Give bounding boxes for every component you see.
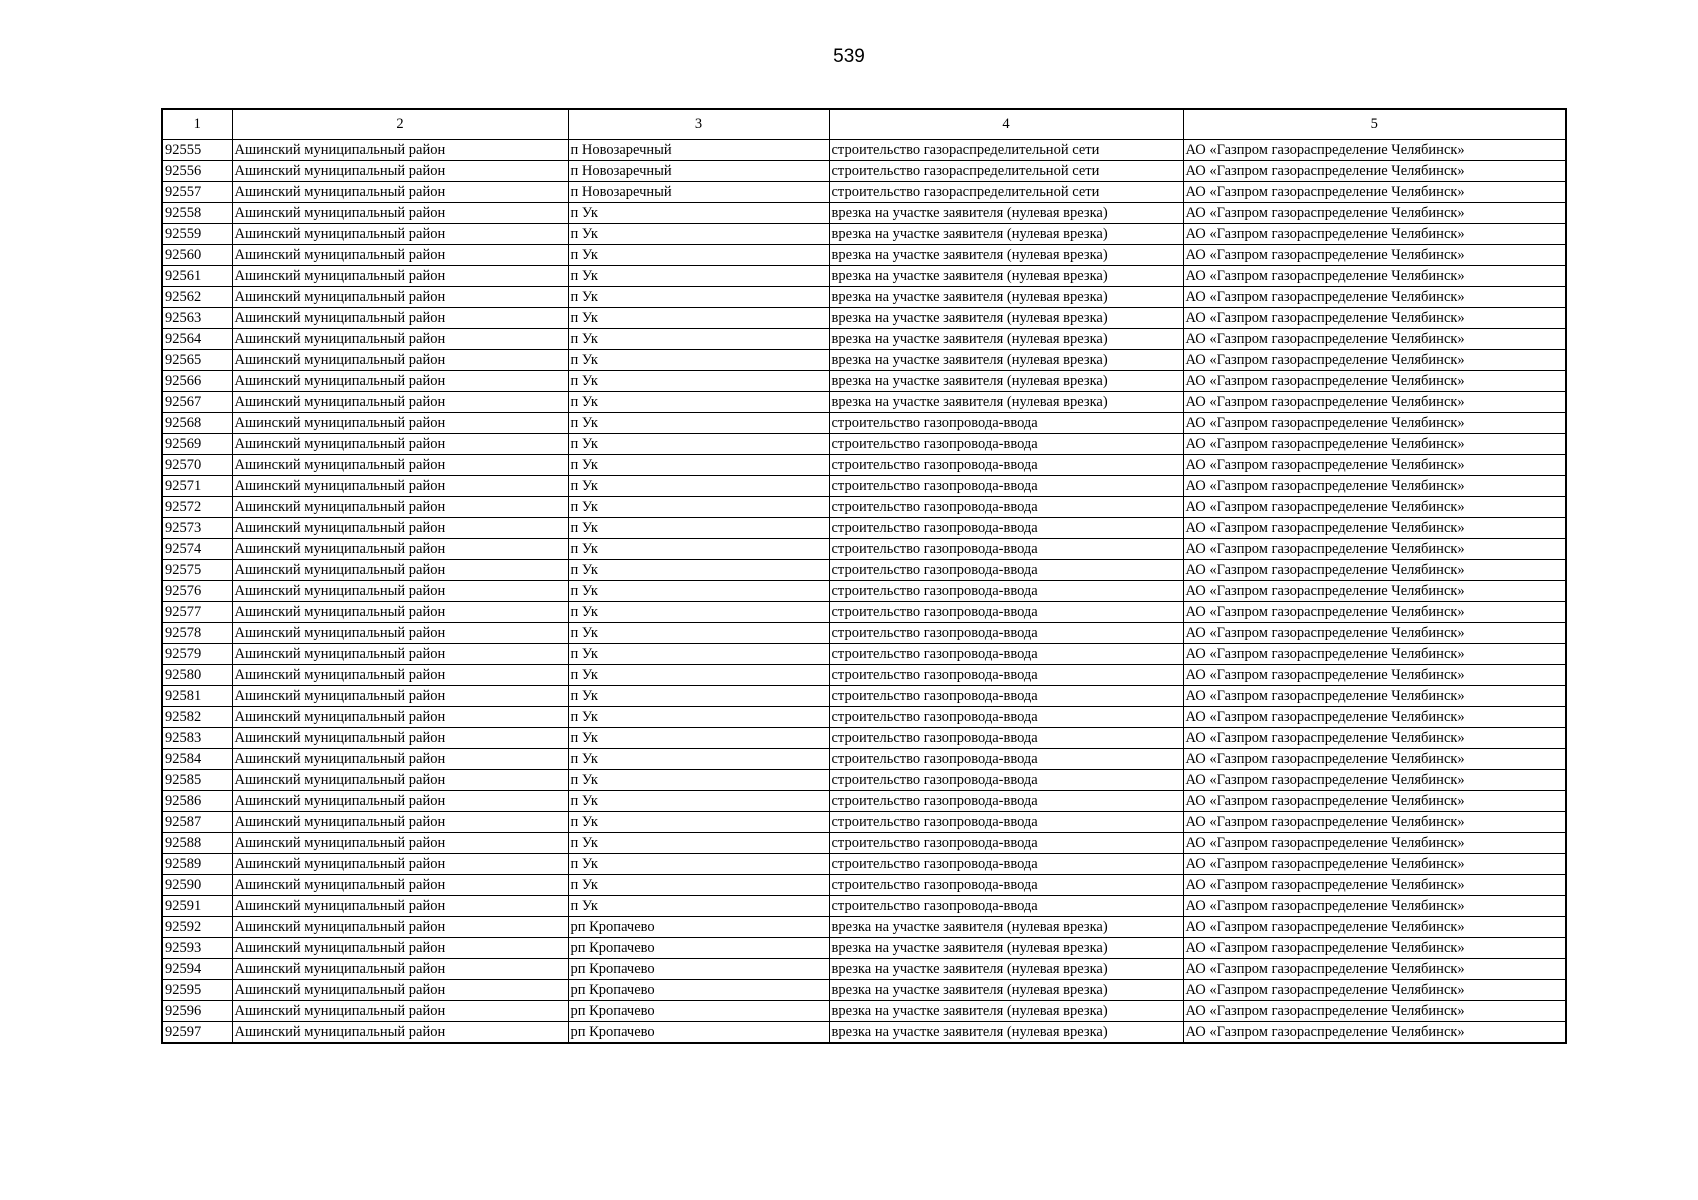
cell-work-type: врезка на участке заявителя (нулевая врезка): [829, 308, 1183, 329]
cell-number: 92593: [162, 938, 232, 959]
cell-organization: АО «Газпром газораспределение Челябинск»: [1183, 665, 1566, 686]
cell-district: Ашинский муниципальный район: [232, 140, 568, 161]
cell-work-type: врезка на участке заявителя (нулевая врезка): [829, 1001, 1183, 1022]
table-row: [162, 959, 1566, 980]
cell-number: 92581: [162, 686, 232, 707]
cell-number: 92595: [162, 980, 232, 1001]
cell-organization: АО «Газпром газораспределение Челябинск»: [1183, 959, 1566, 980]
table-row: [162, 896, 1566, 917]
cell-work-type: врезка на участке заявителя (нулевая врезка): [829, 392, 1183, 413]
cell-number: 92579: [162, 644, 232, 665]
cell-settlement: п Новозаречный: [568, 161, 829, 182]
cell-organization: АО «Газпром газораспределение Челябинск»: [1183, 329, 1566, 350]
cell-settlement: п Ук: [568, 350, 829, 371]
cell-work-type: строительство газораспределительной сети: [829, 161, 1183, 182]
cell-district: Ашинский муниципальный район: [232, 539, 568, 560]
cell-number: 92566: [162, 371, 232, 392]
cell-work-type: строительство газопровода-ввода: [829, 623, 1183, 644]
table-row: [162, 749, 1566, 770]
cell-work-type: строительство газопровода-ввода: [829, 707, 1183, 728]
cell-organization: АО «Газпром газораспределение Челябинск»: [1183, 560, 1566, 581]
cell-district: Ашинский муниципальный район: [232, 308, 568, 329]
cell-settlement: п Ук: [568, 497, 829, 518]
cell-number: 92583: [162, 728, 232, 749]
cell-work-type: строительство газораспределительной сети: [829, 182, 1183, 203]
cell-settlement: п Ук: [568, 371, 829, 392]
cell-number: 92568: [162, 413, 232, 434]
table-row: [162, 854, 1566, 875]
cell-district: Ашинский муниципальный район: [232, 392, 568, 413]
cell-number: 92560: [162, 245, 232, 266]
cell-organization: АО «Газпром газораспределение Челябинск»: [1183, 245, 1566, 266]
table-row: [162, 602, 1566, 623]
cell-settlement: п Ук: [568, 539, 829, 560]
table-row: [162, 182, 1566, 203]
cell-district: Ашинский муниципальный район: [232, 560, 568, 581]
cell-number: 92586: [162, 791, 232, 812]
cell-number: 92571: [162, 476, 232, 497]
cell-organization: АО «Газпром газораспределение Челябинск»: [1183, 749, 1566, 770]
cell-organization: АО «Газпром газораспределение Челябинск»: [1183, 602, 1566, 623]
cell-settlement: п Ук: [568, 224, 829, 245]
cell-organization: АО «Газпром газораспределение Челябинск»: [1183, 392, 1566, 413]
cell-number: 92585: [162, 770, 232, 791]
cell-organization: АО «Газпром газораспределение Челябинск»: [1183, 1022, 1566, 1044]
cell-district: Ашинский муниципальный район: [232, 203, 568, 224]
cell-work-type: строительство газопровода-ввода: [829, 581, 1183, 602]
cell-work-type: врезка на участке заявителя (нулевая врезка): [829, 1022, 1183, 1044]
table-row: [162, 1001, 1566, 1022]
table-row: [162, 770, 1566, 791]
cell-organization: АО «Газпром газораспределение Челябинск»: [1183, 917, 1566, 938]
table-row: [162, 938, 1566, 959]
cell-number: 92556: [162, 161, 232, 182]
column-header-number: 1: [162, 109, 232, 140]
cell-organization: АО «Газпром газораспределение Челябинск»: [1183, 518, 1566, 539]
cell-organization: АО «Газпром газораспределение Челябинск»: [1183, 791, 1566, 812]
column-header-district: 2: [232, 109, 568, 140]
header-row: [162, 109, 1566, 140]
cell-work-type: врезка на участке заявителя (нулевая врезка): [829, 224, 1183, 245]
cell-work-type: строительство газопровода-ввода: [829, 791, 1183, 812]
cell-district: Ашинский муниципальный район: [232, 896, 568, 917]
table-row: [162, 791, 1566, 812]
cell-organization: АО «Газпром газораспределение Челябинск»: [1183, 350, 1566, 371]
cell-organization: АО «Газпром газораспределение Челябинск»: [1183, 455, 1566, 476]
cell-number: 92588: [162, 833, 232, 854]
cell-district: Ашинский муниципальный район: [232, 644, 568, 665]
cell-district: Ашинский муниципальный район: [232, 770, 568, 791]
cell-district: Ашинский муниципальный район: [232, 266, 568, 287]
cell-number: 92584: [162, 749, 232, 770]
cell-number: 92564: [162, 329, 232, 350]
table-row: [162, 833, 1566, 854]
cell-settlement: п Ук: [568, 602, 829, 623]
table-row: [162, 287, 1566, 308]
cell-work-type: врезка на участке заявителя (нулевая врезка): [829, 980, 1183, 1001]
cell-work-type: строительство газопровода-ввода: [829, 560, 1183, 581]
cell-work-type: врезка на участке заявителя (нулевая врезка): [829, 917, 1183, 938]
cell-number: 92577: [162, 602, 232, 623]
cell-district: Ашинский муниципальный район: [232, 833, 568, 854]
cell-number: 92576: [162, 581, 232, 602]
table-row: [162, 350, 1566, 371]
table-row: [162, 455, 1566, 476]
cell-organization: АО «Газпром газораспределение Челябинск»: [1183, 161, 1566, 182]
cell-settlement: п Ук: [568, 266, 829, 287]
cell-organization: АО «Газпром газораспределение Челябинск»: [1183, 308, 1566, 329]
cell-organization: АО «Газпром газораспределение Челябинск»: [1183, 371, 1566, 392]
cell-number: 92574: [162, 539, 232, 560]
cell-settlement: п Ук: [568, 413, 829, 434]
cell-number: 92592: [162, 917, 232, 938]
table-row: [162, 497, 1566, 518]
cell-number: 92569: [162, 434, 232, 455]
cell-organization: АО «Газпром газораспределение Челябинск»: [1183, 581, 1566, 602]
cell-organization: АО «Газпром газораспределение Челябинск»: [1183, 266, 1566, 287]
table-row: [162, 308, 1566, 329]
cell-organization: АО «Газпром газораспределение Челябинск»: [1183, 854, 1566, 875]
cell-district: Ашинский муниципальный район: [232, 917, 568, 938]
cell-settlement: рп Кропачево: [568, 959, 829, 980]
cell-work-type: строительство газопровода-ввода: [829, 665, 1183, 686]
cell-settlement: рп Кропачево: [568, 1022, 829, 1044]
cell-number: 92587: [162, 812, 232, 833]
cell-settlement: п Ук: [568, 854, 829, 875]
cell-district: Ашинский муниципальный район: [232, 581, 568, 602]
cell-work-type: строительство газопровода-ввода: [829, 812, 1183, 833]
cell-settlement: п Ук: [568, 749, 829, 770]
cell-settlement: п Ук: [568, 581, 829, 602]
table-row: [162, 539, 1566, 560]
cell-district: Ашинский муниципальный район: [232, 287, 568, 308]
page-number: 539: [833, 46, 865, 67]
column-header-organization: 5: [1183, 109, 1566, 140]
cell-organization: АО «Газпром газораспределение Челябинск»: [1183, 623, 1566, 644]
cell-work-type: врезка на участке заявителя (нулевая врезка): [829, 245, 1183, 266]
cell-work-type: строительство газопровода-ввода: [829, 497, 1183, 518]
cell-work-type: строительство газопровода-ввода: [829, 476, 1183, 497]
cell-district: Ашинский муниципальный район: [232, 623, 568, 644]
cell-organization: АО «Газпром газораспределение Челябинск»: [1183, 875, 1566, 896]
cell-settlement: п Ук: [568, 875, 829, 896]
cell-organization: АО «Газпром газораспределение Челябинск»: [1183, 728, 1566, 749]
cell-number: 92597: [162, 1022, 232, 1044]
cell-organization: АО «Газпром газораспределение Челябинск»: [1183, 413, 1566, 434]
cell-work-type: строительство газопровода-ввода: [829, 644, 1183, 665]
cell-settlement: п Ук: [568, 287, 829, 308]
cell-district: Ашинский муниципальный район: [232, 329, 568, 350]
cell-work-type: строительство газопровода-ввода: [829, 749, 1183, 770]
cell-work-type: строительство газопровода-ввода: [829, 896, 1183, 917]
table-row: [162, 581, 1566, 602]
cell-settlement: п Ук: [568, 791, 829, 812]
cell-district: Ашинский муниципальный район: [232, 812, 568, 833]
cell-organization: АО «Газпром газораспределение Челябинск»: [1183, 980, 1566, 1001]
cell-work-type: строительство газопровода-ввода: [829, 686, 1183, 707]
cell-number: 92567: [162, 392, 232, 413]
cell-number: 92596: [162, 1001, 232, 1022]
cell-district: Ашинский муниципальный район: [232, 665, 568, 686]
cell-district: Ашинский муниципальный район: [232, 749, 568, 770]
table-row: [162, 266, 1566, 287]
cell-organization: АО «Газпром газораспределение Челябинск»: [1183, 833, 1566, 854]
cell-organization: АО «Газпром газораспределение Челябинск»: [1183, 644, 1566, 665]
cell-district: Ашинский муниципальный район: [232, 413, 568, 434]
cell-settlement: рп Кропачево: [568, 980, 829, 1001]
cell-organization: АО «Газпром газораспределение Челябинск»: [1183, 707, 1566, 728]
cell-settlement: п Ук: [568, 560, 829, 581]
table-row: [162, 917, 1566, 938]
cell-settlement: п Ук: [568, 245, 829, 266]
cell-number: 92572: [162, 497, 232, 518]
registry-table: [161, 108, 1567, 1044]
cell-organization: АО «Газпром газораспределение Челябинск»: [1183, 434, 1566, 455]
cell-work-type: строительство газопровода-ввода: [829, 518, 1183, 539]
table-row: [162, 392, 1566, 413]
cell-settlement: п Ук: [568, 623, 829, 644]
cell-organization: АО «Газпром газораспределение Челябинск»: [1183, 497, 1566, 518]
cell-district: Ашинский муниципальный район: [232, 791, 568, 812]
cell-settlement: п Ук: [568, 707, 829, 728]
cell-number: 92590: [162, 875, 232, 896]
cell-number: 92557: [162, 182, 232, 203]
table-row: [162, 875, 1566, 896]
cell-number: 92594: [162, 959, 232, 980]
cell-settlement: п Ук: [568, 812, 829, 833]
cell-work-type: строительство газопровода-ввода: [829, 728, 1183, 749]
cell-district: Ашинский муниципальный район: [232, 455, 568, 476]
cell-district: Ашинский муниципальный район: [232, 959, 568, 980]
cell-work-type: строительство газопровода-ввода: [829, 770, 1183, 791]
cell-work-type: строительство газопровода-ввода: [829, 434, 1183, 455]
table-row: [162, 728, 1566, 749]
cell-number: 92580: [162, 665, 232, 686]
cell-district: Ашинский муниципальный район: [232, 161, 568, 182]
cell-work-type: врезка на участке заявителя (нулевая врезка): [829, 938, 1183, 959]
cell-organization: АО «Газпром газораспределение Челябинск»: [1183, 203, 1566, 224]
cell-number: 92555: [162, 140, 232, 161]
cell-number: 92561: [162, 266, 232, 287]
cell-district: Ашинский муниципальный район: [232, 1022, 568, 1044]
cell-district: Ашинский муниципальный район: [232, 980, 568, 1001]
cell-work-type: строительство газопровода-ввода: [829, 875, 1183, 896]
cell-district: Ашинский муниципальный район: [232, 686, 568, 707]
cell-number: 92559: [162, 224, 232, 245]
cell-settlement: п Ук: [568, 518, 829, 539]
cell-district: Ашинский муниципальный район: [232, 1001, 568, 1022]
cell-district: Ашинский муниципальный район: [232, 182, 568, 203]
cell-number: 92570: [162, 455, 232, 476]
cell-settlement: п Ук: [568, 434, 829, 455]
cell-district: Ашинский муниципальный район: [232, 602, 568, 623]
cell-work-type: врезка на участке заявителя (нулевая врезка): [829, 329, 1183, 350]
cell-organization: АО «Газпром газораспределение Челябинск»: [1183, 140, 1566, 161]
cell-organization: АО «Газпром газораспределение Челябинск»: [1183, 539, 1566, 560]
cell-district: Ашинский муниципальный район: [232, 224, 568, 245]
cell-district: Ашинский муниципальный район: [232, 875, 568, 896]
table-row: [162, 476, 1566, 497]
cell-number: 92562: [162, 287, 232, 308]
cell-district: Ашинский муниципальный район: [232, 476, 568, 497]
table-row: [162, 245, 1566, 266]
cell-work-type: врезка на участке заявителя (нулевая врезка): [829, 266, 1183, 287]
table-row: [162, 623, 1566, 644]
table-row: [162, 644, 1566, 665]
table-row: [162, 560, 1566, 581]
cell-organization: АО «Газпром газораспределение Челябинск»: [1183, 812, 1566, 833]
table-row: [162, 224, 1566, 245]
column-header-settlement: 3: [568, 109, 829, 140]
cell-number: 92573: [162, 518, 232, 539]
cell-district: Ашинский муниципальный район: [232, 497, 568, 518]
cell-settlement: п Ук: [568, 686, 829, 707]
cell-organization: АО «Газпром газораспределение Челябинск»: [1183, 182, 1566, 203]
cell-organization: АО «Газпром газораспределение Челябинск»: [1183, 224, 1566, 245]
table-row: [162, 665, 1566, 686]
cell-district: Ашинский муниципальный район: [232, 854, 568, 875]
cell-number: 92575: [162, 560, 232, 581]
cell-district: Ашинский муниципальный район: [232, 938, 568, 959]
cell-settlement: п Новозаречный: [568, 140, 829, 161]
cell-organization: АО «Газпром газораспределение Челябинск»: [1183, 938, 1566, 959]
table-header: [162, 109, 1566, 140]
cell-work-type: строительство газопровода-ввода: [829, 833, 1183, 854]
table-row: [162, 329, 1566, 350]
cell-settlement: п Ук: [568, 203, 829, 224]
table-row: [162, 434, 1566, 455]
cell-settlement: п Ук: [568, 770, 829, 791]
cell-work-type: строительство газопровода-ввода: [829, 413, 1183, 434]
cell-work-type: строительство газопровода-ввода: [829, 539, 1183, 560]
column-header-work-type: 4: [829, 109, 1183, 140]
cell-organization: АО «Газпром газораспределение Челябинск»: [1183, 686, 1566, 707]
table-row: [162, 980, 1566, 1001]
cell-number: 92582: [162, 707, 232, 728]
cell-settlement: п Новозаречный: [568, 182, 829, 203]
cell-number: 92578: [162, 623, 232, 644]
table-row: [162, 518, 1566, 539]
cell-work-type: строительство газораспределительной сети: [829, 140, 1183, 161]
cell-work-type: врезка на участке заявителя (нулевая врезка): [829, 350, 1183, 371]
cell-number: 92563: [162, 308, 232, 329]
cell-work-type: врезка на участке заявителя (нулевая врезка): [829, 959, 1183, 980]
cell-settlement: п Ук: [568, 665, 829, 686]
cell-settlement: п Ук: [568, 308, 829, 329]
table-row: [162, 371, 1566, 392]
table-row: [162, 413, 1566, 434]
table-row: [162, 686, 1566, 707]
cell-organization: АО «Газпром газораспределение Челябинск»: [1183, 896, 1566, 917]
cell-organization: АО «Газпром газораспределение Челябинск»: [1183, 476, 1566, 497]
table-row: [162, 707, 1566, 728]
table-body: [162, 140, 1566, 1044]
table-row: [162, 140, 1566, 161]
cell-settlement: рп Кропачево: [568, 938, 829, 959]
cell-settlement: п Ук: [568, 392, 829, 413]
table-row: [162, 812, 1566, 833]
cell-work-type: врезка на участке заявителя (нулевая врезка): [829, 203, 1183, 224]
cell-organization: АО «Газпром газораспределение Челябинск»: [1183, 770, 1566, 791]
cell-district: Ашинский муниципальный район: [232, 434, 568, 455]
cell-work-type: строительство газопровода-ввода: [829, 602, 1183, 623]
cell-work-type: строительство газопровода-ввода: [829, 854, 1183, 875]
cell-settlement: рп Кропачево: [568, 917, 829, 938]
cell-settlement: п Ук: [568, 728, 829, 749]
cell-organization: АО «Газпром газораспределение Челябинск»: [1183, 1001, 1566, 1022]
cell-work-type: врезка на участке заявителя (нулевая врезка): [829, 371, 1183, 392]
cell-organization: АО «Газпром газораспределение Челябинск»: [1183, 287, 1566, 308]
cell-work-type: врезка на участке заявителя (нулевая врезка): [829, 287, 1183, 308]
cell-number: 92591: [162, 896, 232, 917]
cell-district: Ашинский муниципальный район: [232, 518, 568, 539]
cell-district: Ашинский муниципальный район: [232, 728, 568, 749]
cell-settlement: п Ук: [568, 476, 829, 497]
cell-settlement: п Ук: [568, 644, 829, 665]
cell-district: Ашинский муниципальный район: [232, 350, 568, 371]
cell-number: 92565: [162, 350, 232, 371]
cell-district: Ашинский муниципальный район: [232, 245, 568, 266]
cell-settlement: п Ук: [568, 896, 829, 917]
cell-settlement: п Ук: [568, 329, 829, 350]
cell-work-type: строительство газопровода-ввода: [829, 455, 1183, 476]
cell-district: Ашинский муниципальный район: [232, 707, 568, 728]
cell-settlement: рп Кропачево: [568, 1001, 829, 1022]
cell-settlement: п Ук: [568, 455, 829, 476]
table-row: [162, 203, 1566, 224]
cell-district: Ашинский муниципальный район: [232, 371, 568, 392]
cell-settlement: п Ук: [568, 833, 829, 854]
table-row: [162, 1022, 1566, 1044]
table-row: [162, 161, 1566, 182]
cell-number: 92589: [162, 854, 232, 875]
cell-number: 92558: [162, 203, 232, 224]
